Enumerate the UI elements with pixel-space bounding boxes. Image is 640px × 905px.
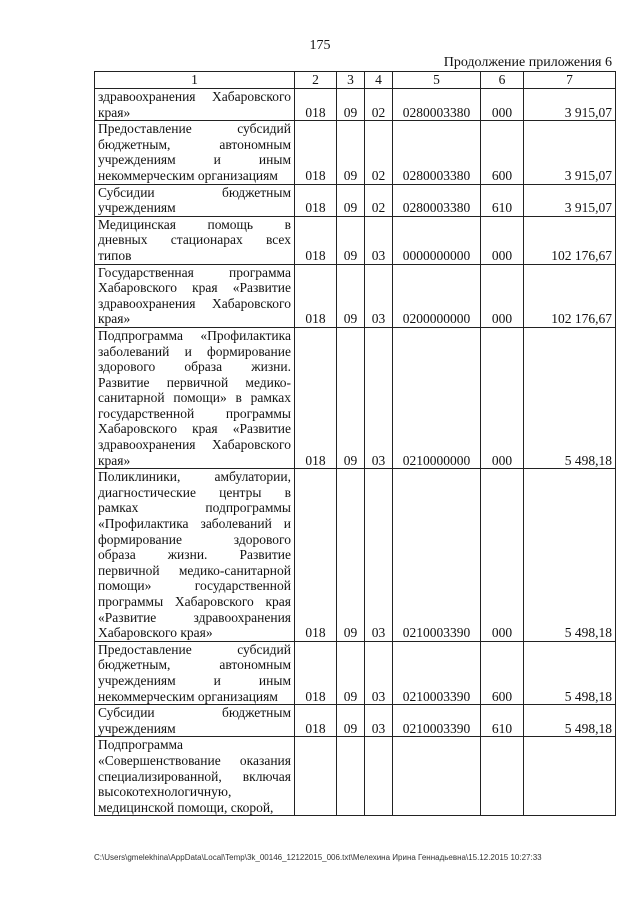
table-row <box>95 89 616 121</box>
page-number: 175 <box>309 38 331 53</box>
row-name-cell <box>95 89 295 121</box>
row-code-cell: 600 <box>481 641 524 704</box>
row-code-cell: 018 <box>295 641 337 704</box>
row-code-cell: 0000000000 <box>393 216 481 264</box>
row-code-cell: 03 <box>365 705 393 737</box>
row-name-line: Подпрограмма <box>98 737 183 753</box>
row-code-cell: 03 <box>365 216 393 264</box>
row-code-cell: 000 <box>481 89 524 121</box>
table-body <box>95 89 616 816</box>
row-code-cell: 02 <box>365 89 393 121</box>
row-name-line: Хабаровского края «Развитие <box>98 280 291 296</box>
row-name-line: типов <box>98 247 132 263</box>
row-name-line: края» <box>98 311 131 327</box>
column-header: 4 <box>365 72 393 89</box>
row-code-cell: 09 <box>337 121 365 184</box>
row-code-cell: 000 <box>481 469 524 642</box>
row-name-line: «Развитие здравоохранения <box>98 609 291 625</box>
row-name-line: дневных стационарах всех <box>98 232 291 248</box>
row-name-line: края» <box>98 104 131 120</box>
row-amount-cell: 102 176,67 <box>524 264 616 327</box>
row-name-line: «Совершенствование оказания <box>98 752 291 768</box>
row-name-line: медицинской помощи, скорой, <box>98 799 274 815</box>
row-code-cell: 03 <box>365 641 393 704</box>
row-code-cell: 000 <box>481 327 524 468</box>
table-row <box>95 264 616 327</box>
row-name-line: Хабаровского края «Развитие <box>98 421 291 437</box>
row-name-cell <box>95 216 295 264</box>
table-row <box>95 469 616 642</box>
budget-table <box>94 71 616 816</box>
row-name-line: санитарной помощи» в рамках <box>98 390 291 406</box>
row-name-line: здорового образа жизни. <box>98 359 291 375</box>
row-code-cell: 03 <box>365 469 393 642</box>
row-name-line: «Профилактика заболеваний и <box>98 516 291 532</box>
file-path-footer: C:\Users\gmelekhina\AppData\Local\Temp\3k_00146_12122015_006.txt\Мелехина Ирина Геннадьевна\15.12.2015 10:27:33 <box>94 853 542 862</box>
row-name-line: первичной медико-санитарной <box>98 562 291 578</box>
row-code-cell <box>365 737 393 816</box>
row-code-cell: 09 <box>337 641 365 704</box>
row-code-cell: 0280003380 <box>393 184 481 216</box>
row-code-cell: 0200000000 <box>393 264 481 327</box>
row-code-cell: 09 <box>337 264 365 327</box>
row-name-line: некоммерческим организациям <box>98 167 278 183</box>
row-code-cell: 018 <box>295 89 337 121</box>
row-amount-cell: 5 498,18 <box>524 705 616 737</box>
header-row <box>95 72 616 89</box>
row-code-cell: 03 <box>365 327 393 468</box>
row-code-cell: 02 <box>365 121 393 184</box>
table-row <box>95 705 616 737</box>
row-amount-cell: 3 915,07 <box>524 184 616 216</box>
column-header: 2 <box>295 72 337 89</box>
row-name-cell <box>95 121 295 184</box>
row-amount-cell: 5 498,18 <box>524 641 616 704</box>
row-name-line: государственной программы <box>98 405 291 421</box>
column-header: 5 <box>393 72 481 89</box>
row-name-line: учреждениям <box>98 720 176 736</box>
row-code-cell: 0210000000 <box>393 327 481 468</box>
row-code-cell: 600 <box>481 121 524 184</box>
table-row <box>95 327 616 468</box>
row-name-line: учреждениям <box>98 200 176 216</box>
row-name-line: здравоохранения Хабаровского <box>98 89 291 104</box>
table-row <box>95 641 616 704</box>
row-name-cell <box>95 184 295 216</box>
row-name-line: Подпрограмма «Профилактика <box>98 327 291 343</box>
row-name-line: Субсидии бюджетным <box>98 705 291 721</box>
row-name-line: заболеваний и формирование <box>98 343 291 359</box>
column-header: 3 <box>337 72 365 89</box>
row-code-cell: 018 <box>295 705 337 737</box>
row-code-cell: 09 <box>337 327 365 468</box>
column-header: 1 <box>95 72 295 89</box>
row-name-line: образа жизни. Развитие <box>98 547 291 563</box>
row-name-line: некоммерческим организациям <box>98 688 278 704</box>
row-name-line: бюджетным, автономным <box>98 657 291 673</box>
row-name-line: рамках подпрограммы <box>98 500 291 516</box>
row-code-cell: 018 <box>295 184 337 216</box>
row-name-line: Государственная программа <box>98 264 291 280</box>
row-code-cell: 018 <box>295 264 337 327</box>
row-code-cell <box>295 737 337 816</box>
row-code-cell: 018 <box>295 469 337 642</box>
row-name-line: Поликлиники, амбулатории, <box>98 469 291 485</box>
row-name-line: Субсидии бюджетным <box>98 184 291 200</box>
row-code-cell: 0210003390 <box>393 469 481 642</box>
table-row <box>95 216 616 264</box>
row-name-cell <box>95 641 295 704</box>
row-code-cell: 0210003390 <box>393 641 481 704</box>
row-code-cell <box>481 737 524 816</box>
row-code-cell: 018 <box>295 216 337 264</box>
row-code-cell: 018 <box>295 121 337 184</box>
row-code-cell: 0280003380 <box>393 121 481 184</box>
row-code-cell: 03 <box>365 264 393 327</box>
row-code-cell: 09 <box>337 469 365 642</box>
row-name-line: диагностические центры в <box>98 484 291 500</box>
row-name-line: здравоохранения Хабаровского <box>98 295 291 311</box>
row-amount-cell: 5 498,18 <box>524 469 616 642</box>
row-name-line: Медицинская помощь в <box>98 216 291 232</box>
row-code-cell: 09 <box>337 184 365 216</box>
table-row <box>95 184 616 216</box>
table-row <box>95 737 616 816</box>
row-name-line: учреждениям и иным <box>98 672 291 688</box>
row-name-cell <box>95 469 295 642</box>
row-code-cell <box>393 737 481 816</box>
column-header: 7 <box>524 72 616 89</box>
row-name-line: Хабаровского края» <box>98 625 213 641</box>
row-name-line: Предоставление субсидий <box>98 641 291 657</box>
row-code-cell: 0210003390 <box>393 705 481 737</box>
row-code-cell: 02 <box>365 184 393 216</box>
row-name-line: здравоохранения Хабаровского <box>98 437 291 453</box>
row-name-line: края» <box>98 452 131 468</box>
row-code-cell: 610 <box>481 705 524 737</box>
row-code-cell: 09 <box>337 216 365 264</box>
row-amount-cell: 3 915,07 <box>524 89 616 121</box>
row-amount-cell: 102 176,67 <box>524 216 616 264</box>
row-name-line: формирование здорового <box>98 531 291 547</box>
row-name-line: Развитие первичной медико- <box>98 374 291 390</box>
row-amount-cell: 3 915,07 <box>524 121 616 184</box>
continuation-label: Продолжение приложения 6 <box>443 55 612 70</box>
row-name-line: специализированной, включая <box>98 768 291 784</box>
row-name-line: бюджетным, автономным <box>98 136 291 152</box>
row-code-cell: 000 <box>481 216 524 264</box>
column-header: 6 <box>481 72 524 89</box>
row-name-line: программы Хабаровского края <box>98 594 291 609</box>
row-name-line: помощи» государственной <box>98 578 291 594</box>
row-code-cell: 09 <box>337 705 365 737</box>
row-name-cell <box>95 327 295 468</box>
row-name-line: высокотехнологичную, <box>98 784 232 800</box>
row-code-cell: 0280003380 <box>393 89 481 121</box>
row-name-cell <box>95 737 295 816</box>
row-name-cell <box>95 705 295 737</box>
row-code-cell: 018 <box>295 327 337 468</box>
row-code-cell: 000 <box>481 264 524 327</box>
row-name-cell <box>95 264 295 327</box>
row-code-cell <box>337 737 365 816</box>
row-name-line: Предоставление субсидий <box>98 121 291 137</box>
row-code-cell: 09 <box>337 89 365 121</box>
row-name-line: учреждениям и иным <box>98 152 291 168</box>
table-row <box>95 121 616 184</box>
row-amount-cell: 5 498,18 <box>524 327 616 468</box>
row-code-cell: 610 <box>481 184 524 216</box>
row-amount-cell <box>524 737 616 816</box>
